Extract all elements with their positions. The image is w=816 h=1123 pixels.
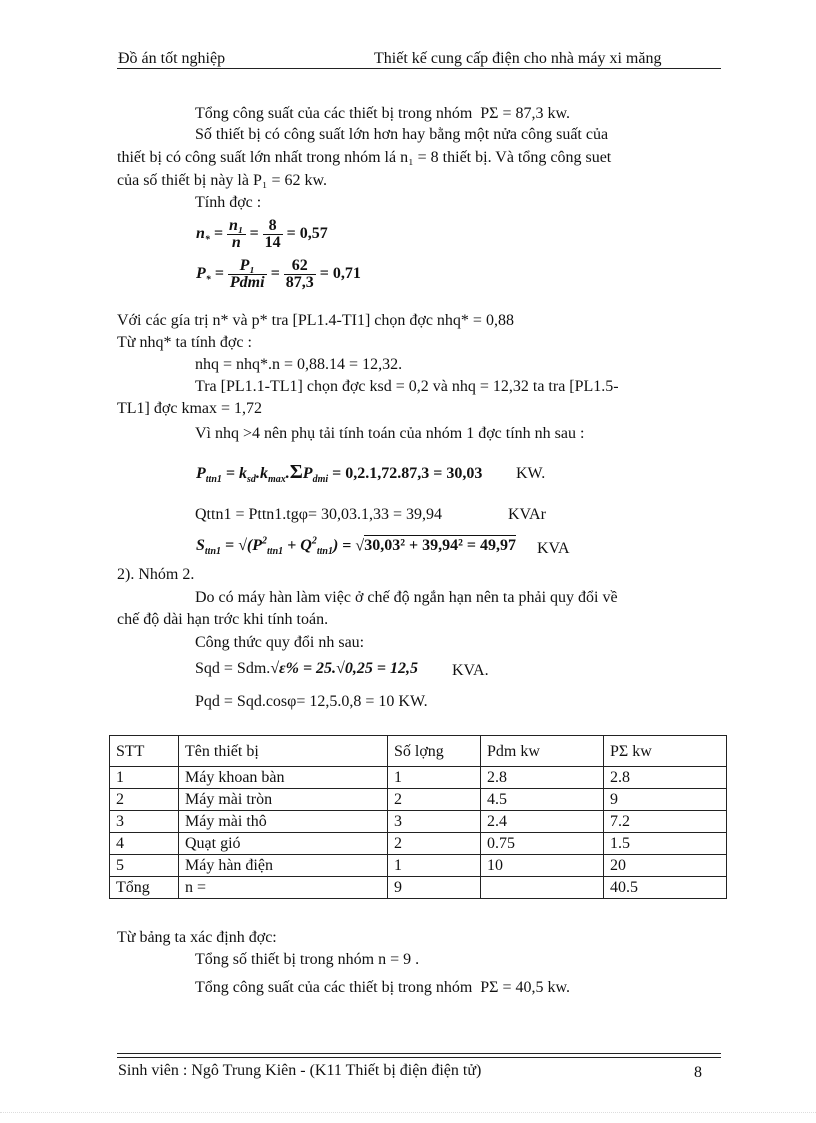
table-row bbox=[110, 811, 727, 833]
table-row bbox=[110, 767, 727, 789]
table-cell: 40.5 bbox=[604, 877, 727, 899]
footer-rule-bottom bbox=[117, 1057, 721, 1058]
footer-student: Sinh viên : Ngô Trung Kiên - (K11 Thiết bị điện điện tử) bbox=[118, 1062, 482, 1079]
equation-ptt: $P_{ttn1} = k_{sd}.k_{max}.\Sigma P_{dmi} = 0,2.1,72.87,3 = 30,03$ bbox=[196, 461, 483, 486]
sqd-unit: KVA. bbox=[452, 662, 489, 679]
table-cell: n = bbox=[179, 877, 388, 899]
table-cell: 5 bbox=[110, 855, 179, 877]
table-cell bbox=[481, 877, 604, 899]
para-line: Từ bảng ta xác định đợc: bbox=[117, 929, 277, 946]
table-cell: 2 bbox=[388, 833, 481, 855]
para-line: Tổng số thiết bị trong nhóm n = 9 . bbox=[195, 951, 420, 968]
table-cell: 4 bbox=[110, 833, 179, 855]
para-line: Với các gía trị n* và p* tra [PL1.4-TI1] chọn đợc nhq* = 0,88 bbox=[117, 312, 514, 329]
table-header-row bbox=[110, 736, 727, 767]
para-line: Từ nhq* ta tính đợc : bbox=[117, 334, 252, 351]
para-line: TL1] đợc kmax = 1,72 bbox=[117, 400, 263, 417]
table-row bbox=[110, 855, 727, 877]
para-line: thiết bị có công suất lớn nhất trong nhóm lá n₁ = 8 thiết bị. Và tổng công suet bbox=[117, 149, 612, 166]
header-cell: Tên thiết bị bbox=[179, 736, 388, 767]
table-cell: 9 bbox=[388, 877, 481, 899]
equation-stt: $S_{ttn1} = √(P^2_{ttn1} + Q^2_{ttn1}) = √30,03^2 + 39,94^2 = 49,97$ bbox=[196, 536, 517, 558]
table-cell: 1.5 bbox=[604, 833, 727, 855]
table-cell: Máy hàn điện bbox=[179, 855, 388, 877]
para-line: Do có máy hàn làm việc ở chế độ ngắn hạn nên ta phải quy đổi về bbox=[195, 589, 618, 606]
table-cell: 9 bbox=[604, 789, 727, 811]
header-cell: PΣ kw bbox=[604, 736, 727, 767]
para-line: Tra [PL1.1-TL1] chọn đợc ksd = 0,2 và nhq = 12,32 ta tra [PL1.5- bbox=[195, 378, 619, 395]
equation-sqd: Sqd = Sdm.√ε% = 25.√0,25 = 12,5 bbox=[195, 660, 418, 677]
tinh-duoc-label: Tính đợc : bbox=[195, 194, 262, 211]
header-cell: Số lợng bbox=[388, 736, 481, 767]
table-cell: 10 bbox=[481, 855, 604, 877]
table-cell: 7.2 bbox=[604, 811, 727, 833]
stt-unit: KVA bbox=[537, 540, 570, 557]
ptt-unit: KW. bbox=[516, 465, 546, 482]
header-cell: STT bbox=[110, 736, 179, 767]
table-cell: 3 bbox=[110, 811, 179, 833]
table-cell: 1 bbox=[388, 767, 481, 789]
table-row bbox=[110, 833, 727, 855]
table-cell: 1 bbox=[388, 855, 481, 877]
equation-p-star: $P_*$ = $\frac{\text{P₁}}{\text{Pdmi}}$ = $\frac{62}{87,3}$ = 0,71 bbox=[196, 257, 361, 291]
para-line: Vì nhq >4 nên phụ tải tính toán của nhóm 1 đợc tính nh sau : bbox=[195, 425, 585, 442]
table-cell: 4.5 bbox=[481, 789, 604, 811]
header-left: Đồ án tốt nghiệp bbox=[118, 50, 226, 67]
equation-n-star: $n_*$ = $\frac{\text{n₁}}{n}$ = $\frac{8}{14}$ = 0,57 bbox=[196, 217, 328, 251]
table-cell: Quạt gió bbox=[179, 833, 388, 855]
table-cell: Máy mài thô bbox=[179, 811, 388, 833]
para-line: của số thiết bị này là P₁ = 62 kw. bbox=[117, 172, 327, 189]
table-cell: Máy mài tròn bbox=[179, 789, 388, 811]
page-number: 8 bbox=[694, 1064, 702, 1081]
table-cell: 0.75 bbox=[481, 833, 604, 855]
equation-qtt: Qttn1 = Pttn1.tgφ= 30,03.1,33 = 39,94 bbox=[195, 506, 442, 523]
table-cell: Máy khoan bàn bbox=[179, 767, 388, 789]
header-right: Thiết kế cung cấp điện cho nhà máy xi măng bbox=[374, 50, 662, 67]
page-edge bbox=[0, 1112, 816, 1113]
table-total-row bbox=[110, 877, 727, 899]
table-cell: 2.8 bbox=[604, 767, 727, 789]
table-cell: 2 bbox=[388, 789, 481, 811]
para-line: Số thiết bị có công suất lớn hơn hay bằng một nửa công suất của bbox=[195, 126, 609, 143]
table-cell: 1 bbox=[110, 767, 179, 789]
para-line: chế độ dài hạn trớc khi tính toán. bbox=[117, 611, 329, 628]
header-cell: Pdm kw bbox=[481, 736, 604, 767]
table-cell: 2.8 bbox=[481, 767, 604, 789]
group2-title: 2). Nhóm 2. bbox=[117, 566, 195, 583]
header-rule bbox=[117, 68, 721, 69]
table-cell: Tổng bbox=[110, 877, 179, 899]
para-line: Công thức quy đổi nh sau: bbox=[195, 634, 365, 651]
table-row bbox=[110, 789, 727, 811]
footer-rule-top bbox=[117, 1053, 721, 1054]
table-cell: 2.4 bbox=[481, 811, 604, 833]
total-power-line: Tổng công suất của các thiết bị trong nhóm PΣ = 87,3 kw. bbox=[195, 105, 571, 122]
qtt-unit: KVAr bbox=[508, 506, 546, 523]
table-cell: 2 bbox=[110, 789, 179, 811]
total-power-line-2: Tổng công suất của các thiết bị trong nhóm PΣ = 40,5 kw. bbox=[195, 979, 571, 996]
table-cell: 3 bbox=[388, 811, 481, 833]
device-table bbox=[109, 735, 727, 899]
table-cell: 20 bbox=[604, 855, 727, 877]
para-line: nhq = nhq*.n = 0,88.14 = 12,32. bbox=[195, 356, 403, 373]
equation-pqd: Pqd = Sqd.cosφ= 12,5.0,8 = 10 KW. bbox=[195, 693, 428, 710]
